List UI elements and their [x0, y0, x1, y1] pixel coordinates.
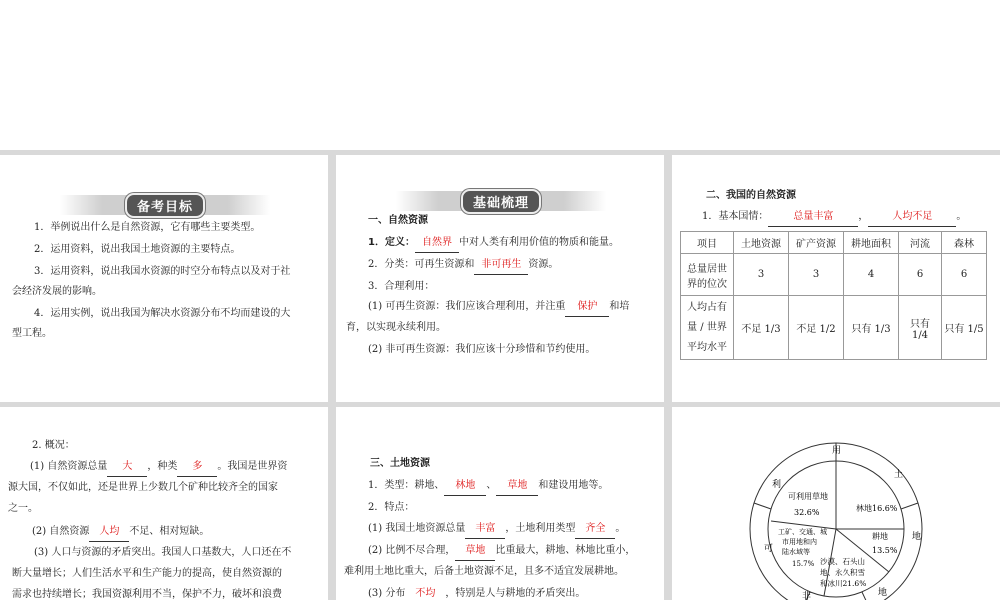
ring-label: 土	[894, 470, 904, 480]
section-heading: 二、我国的自然资源	[706, 190, 796, 201]
land-line-3: (3) 分布 不均 ，特别是人与耕地的矛盾突出。	[368, 585, 585, 600]
land-line-2: (2) 比例不尽合理， 草地 比重最大，耕地、林地比重小，	[368, 542, 635, 561]
overview-line-5: (3) 人口与资源的矛盾突出。我国人口基数大，人口还在不	[34, 547, 292, 558]
ring-divider	[754, 503, 771, 509]
section-heading: 三、土地资源	[370, 458, 430, 469]
ring-label: 用	[832, 446, 842, 456]
ring-divider	[862, 592, 869, 600]
table-header-row: 项目 土地资源 矿产资源 耕地面积 河流 森林	[681, 232, 987, 254]
slice-label-grassland: 可利用草地	[788, 492, 828, 501]
overview-heading: 2. 概况：	[32, 440, 75, 451]
ring-label: 可	[764, 544, 774, 554]
slice-label-urban: 工矿、交通、城	[778, 528, 827, 536]
answer-blank: 林地	[444, 477, 486, 496]
land-line-1: (1) 我国土地资源总量 丰富 ，土地利用类型 齐全 。	[368, 520, 625, 539]
answer-blank: 丰富	[465, 520, 505, 539]
ring-label: 非	[802, 592, 812, 600]
ring-divider	[901, 503, 918, 509]
slide-land-resources	[336, 407, 664, 600]
goal-item-4-cont: 型工程。	[12, 328, 52, 339]
overview-line-3: 之一。	[8, 503, 38, 514]
section-banner	[60, 195, 270, 215]
goal-item-1: 1．举例说出什么是自然资源，它有哪些主要类型。	[34, 222, 261, 233]
table-row: 总量居世 界的位次 3 3 4 6 6	[681, 254, 987, 296]
slice-value-urban: 15.7%	[792, 560, 815, 568]
answer-blank: 人均	[89, 523, 129, 542]
ring-label: 地	[878, 588, 888, 598]
answer-blank: 不均	[405, 585, 445, 600]
slice-label-forest: 林地16.6%	[856, 504, 898, 513]
section-heading: 一、自然资源	[368, 215, 428, 226]
rational-use-line: 3．合理利用：	[368, 281, 435, 292]
land-line-2-cont: 难利用土地比重大，后备土地资源不足，且多不适宜发展耕地。	[344, 566, 624, 577]
overview-line-2: 源大国，不仅如此，还是世界上少数几个矿种比较齐全的国家	[8, 482, 278, 493]
answer-blank: 齐全	[575, 520, 615, 539]
table-row: 人均占有 量 / 世界 平均水平 不足 1/3 不足 1/2 只有 1/3 只有 1/4 只有 1/5	[681, 296, 987, 360]
renewable-line: (1) 可再生资源：我们应该合理利用，并注重 保护 和培	[368, 298, 629, 317]
answer-blank: 大	[107, 458, 147, 477]
banner-label: 备考目标	[125, 193, 205, 218]
answer-blank: 保护	[565, 298, 609, 317]
slice-label-urban: 陆水域等	[782, 548, 810, 556]
slice-label-desert: 沙漠、石头山	[820, 557, 865, 566]
answer-blank: 总量丰富	[768, 208, 858, 227]
goal-item-3: 3．运用资料，说出我国水资源的时空分布特点以及对于社	[34, 266, 291, 277]
answer-blank: 草地	[455, 542, 495, 561]
slice-label-desert: 地、永久积雪	[820, 568, 865, 577]
goal-item-2: 2．运用资料，说出我国土地资源的主要特点。	[34, 244, 241, 255]
slice-value-farmland: 13.5%	[872, 546, 898, 555]
land-features-heading: 2．特点：	[368, 502, 415, 513]
slide-study-goals	[0, 155, 328, 402]
land-types-line: 1．类型：耕地、 林地 、 草地 和建设用地等。	[368, 477, 608, 496]
answer-blank: 多	[177, 458, 217, 477]
banner-label: 基础梳理	[461, 189, 541, 214]
classification-line: 2．分类：可再生资源和 非可再生 资源。	[368, 256, 558, 275]
goal-item-3-cont: 会经济发展的影响。	[12, 286, 102, 297]
renewable-line-cont: 育，以实现永续利用。	[346, 322, 446, 333]
answer-blank: 人均不足	[868, 208, 956, 227]
overview-line-1: (1) 自然资源总量 大 ，种类 多 。我国是世界资	[30, 458, 287, 477]
slide-land-use-diagram	[672, 407, 1000, 600]
slice-label-farmland: 耕地	[872, 532, 888, 541]
overview-line-6: 断大量增长；人们生活水平和生产能力的提高，使自然资源的	[12, 568, 282, 579]
answer-blank: 自然界	[415, 234, 459, 253]
slide-china-resources	[672, 155, 1000, 402]
section-banner	[396, 191, 606, 211]
slide-overview	[0, 407, 328, 600]
slide-natural-resources	[336, 155, 664, 402]
top-blank-area	[0, 0, 1000, 150]
answer-blank: 草地	[496, 477, 538, 496]
overview-line-7: 需求也持续增长；我国资源利用不当，保护不力，破坏和浪费	[12, 589, 282, 600]
slice-value-grassland: 32.6%	[794, 508, 820, 517]
slice-label-urban: 市用地和内	[782, 538, 817, 546]
answer-blank: 非可再生	[474, 256, 528, 275]
land-use-pie-diagram	[672, 407, 1000, 600]
overview-line-4: (2) 自然资源 人均 不足、相对短缺。	[32, 523, 209, 542]
ring-label: 地	[912, 532, 922, 542]
nonrenewable-line: (2) 非可再生资源：我们应该十分珍惜和节约使用。	[368, 344, 596, 355]
slice-label-desert: 和冰川21.6%	[820, 579, 867, 588]
ring-label: 利	[772, 480, 782, 490]
resource-ranking-table	[680, 231, 987, 360]
goal-item-4: 4．运用实例，说出我国为解决水资源分布不均而建设的大	[34, 308, 291, 319]
definition-line: 1．定义： 自然界 中对人类有利用价值的物质和能量。	[368, 234, 619, 253]
national-condition-line: 1．基本国情： 总量丰富 ， 人均不足 。	[702, 208, 966, 227]
